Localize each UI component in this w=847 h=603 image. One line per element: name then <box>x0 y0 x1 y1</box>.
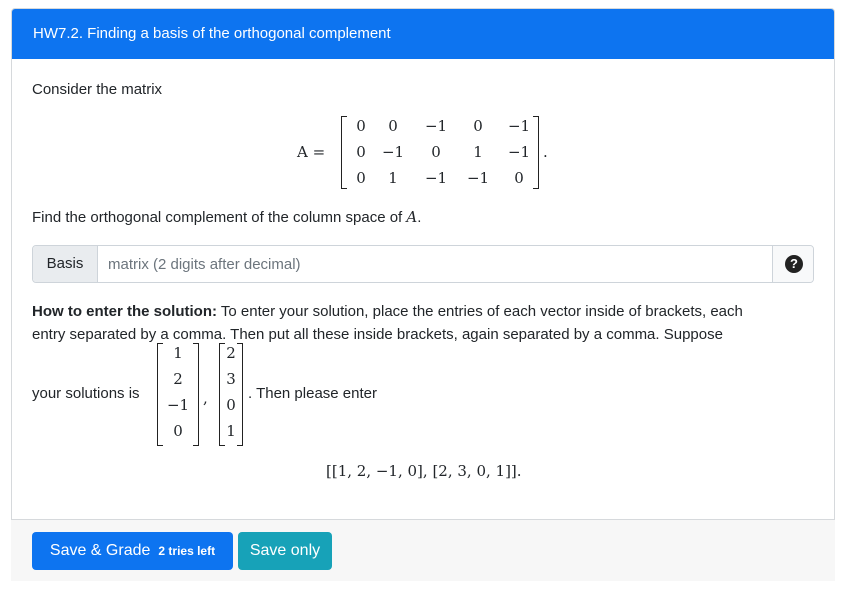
example-answer: [[1, 2, −1, 0], [2, 3, 0, 1]]. <box>326 462 522 480</box>
vector-2-entry: 0 <box>226 396 236 414</box>
matrix-cell: −1 <box>424 169 448 187</box>
matrix-cell: 0 <box>356 143 366 161</box>
matrix-cell: −1 <box>381 143 405 161</box>
then-enter-text: . Then please enter <box>248 385 377 402</box>
question-variable: A <box>406 208 418 226</box>
vector-1-entry: 1 <box>173 344 183 362</box>
matrix-cell: 0 <box>514 169 524 187</box>
question-text <box>32 208 421 226</box>
instructions-line-2: entry separated by a comma. Then put all these inside brackets, again separated by a comma. Suppose <box>32 326 723 343</box>
matrix-cell: 0 <box>473 117 483 135</box>
save-grade-label: Save & Grade <box>49 542 151 559</box>
vector-1-entry: −1 <box>166 396 190 414</box>
matrix-cell: 0 <box>431 143 441 161</box>
example-vector-1 <box>157 343 199 446</box>
instructions-line-1 <box>32 303 743 320</box>
instructions-heading: How to enter the solution: <box>32 303 217 320</box>
question-sentence: Find the orthogonal complement of the column space of <box>32 209 403 226</box>
question-title: HW7.2. Finding a basis of the orthogonal complement <box>12 9 834 59</box>
question-circle-icon: ? <box>785 255 803 273</box>
vector-2-entry: 1 <box>226 422 236 440</box>
save-grade-button[interactable] <box>32 532 233 570</box>
matrix-cell: 1 <box>388 169 398 187</box>
instructions-text-1: To enter your solution, place the entries of each vector inside of brackets, each <box>217 303 743 320</box>
matrix-cell: 0 <box>388 117 398 135</box>
vector-comma: , <box>203 389 208 407</box>
vector-1-entry: 2 <box>173 370 183 388</box>
basis-input[interactable] <box>98 246 774 282</box>
matrix-cell: −1 <box>507 117 531 135</box>
vector-1-entry: 0 <box>173 422 183 440</box>
help-button[interactable] <box>772 246 813 282</box>
matrix-period: . <box>543 143 548 161</box>
intro-text: Consider the matrix <box>32 81 163 98</box>
matrix-cell: −1 <box>507 143 531 161</box>
question-period: . <box>417 209 422 226</box>
answer-input-group <box>32 245 814 283</box>
save-only-button[interactable]: Save only <box>238 532 332 570</box>
matrix-cell: 0 <box>356 117 366 135</box>
vector-2-entry: 2 <box>226 344 236 362</box>
tries-left-label: 2 tries left <box>158 544 216 558</box>
matrix-cell: −1 <box>466 169 490 187</box>
basis-label: Basis <box>33 246 98 282</box>
matrix-label: A = <box>297 143 326 161</box>
matrix-a <box>341 116 539 189</box>
vector-2-entry: 3 <box>226 370 236 388</box>
matrix-cell: 1 <box>473 143 483 161</box>
matrix-cell: 0 <box>356 169 366 187</box>
matrix-cell: −1 <box>424 117 448 135</box>
your-solutions-text: your solutions is <box>32 385 140 402</box>
example-vector-2 <box>219 343 243 446</box>
